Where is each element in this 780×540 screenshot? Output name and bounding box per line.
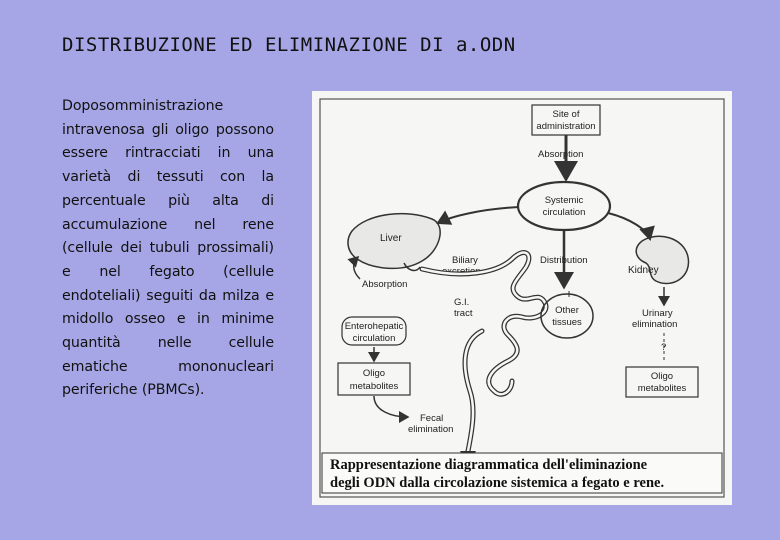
kidney-label: Kidney: [628, 265, 659, 276]
elimination-diagram-figure: [312, 91, 732, 505]
fecal-label-2: elimination: [408, 424, 454, 435]
caption-line-1: Rappresentazione diagrammatica dell'eliminazione: [330, 457, 648, 473]
fecal-label-1: Fecal: [420, 413, 444, 424]
other-tissues-label-2: tissues: [552, 317, 582, 328]
gi-label-2: tract: [454, 308, 473, 319]
site-label-1: Site of: [552, 109, 580, 120]
liver-label: Liver: [380, 233, 402, 244]
other-tissues-label-1: Other: [555, 305, 579, 316]
oligo-left-label-1: Oligo: [362, 368, 386, 379]
site-label-2: administration: [536, 121, 596, 132]
gi-label-1: G.I.: [454, 297, 470, 308]
caption-line-2: degli ODN dalla circolazione sistemica a fegato e rene.: [330, 475, 665, 491]
enterohepatic-label-2: circulation: [352, 333, 396, 344]
slide-title: DISTRIBUZIONE ED ELIMINAZIONE DI a.ODN: [62, 34, 516, 56]
absorption-left-label: Absorption: [362, 279, 408, 290]
oligo-right-label-2: metabolites: [637, 383, 687, 394]
arrow-systemic-to-kidney: [608, 213, 650, 239]
arrow-metabolites-to-fecal: [374, 396, 408, 417]
enterohepatic-label-1: Enterohepatic: [344, 321, 404, 332]
systemic-label-1: Systemic: [544, 195, 584, 206]
oligo-right-label-1: Oligo: [650, 371, 674, 382]
distribution-label: Distribution: [540, 255, 588, 266]
oligo-left-label-2: metabolites: [349, 381, 399, 392]
biliary-label-2: excretion: [442, 266, 481, 277]
diagram-svg: [312, 91, 732, 505]
body-paragraph: Doposomministrazione intravenosa gli oligo possono essere rintracciati in una varietà di tessuti con la percentuale più alta di accumulazione nel rene (cellule dei tubuli prossimali) e nel fegato (cellule endoteliali) seguiti da milza e midollo osseo e in minime quantità nelle cellule ematiche mononucleari periferiche (PBMCs).: [62, 98, 274, 399]
biliary-label-1: Biliary: [452, 255, 478, 266]
other-tissues-ellipse: [541, 294, 593, 338]
urinary-label-2: elimination: [632, 319, 678, 330]
absorption-top-label: Absorption: [538, 149, 584, 160]
arrow-systemic-to-liver: [438, 207, 519, 223]
systemic-circulation-ellipse: [518, 182, 610, 230]
urinary-label-1: Urinary: [642, 308, 673, 319]
kidney-shape: [636, 236, 688, 283]
systemic-label-2: circulation: [542, 207, 586, 218]
question-mark: ?: [661, 342, 667, 353]
